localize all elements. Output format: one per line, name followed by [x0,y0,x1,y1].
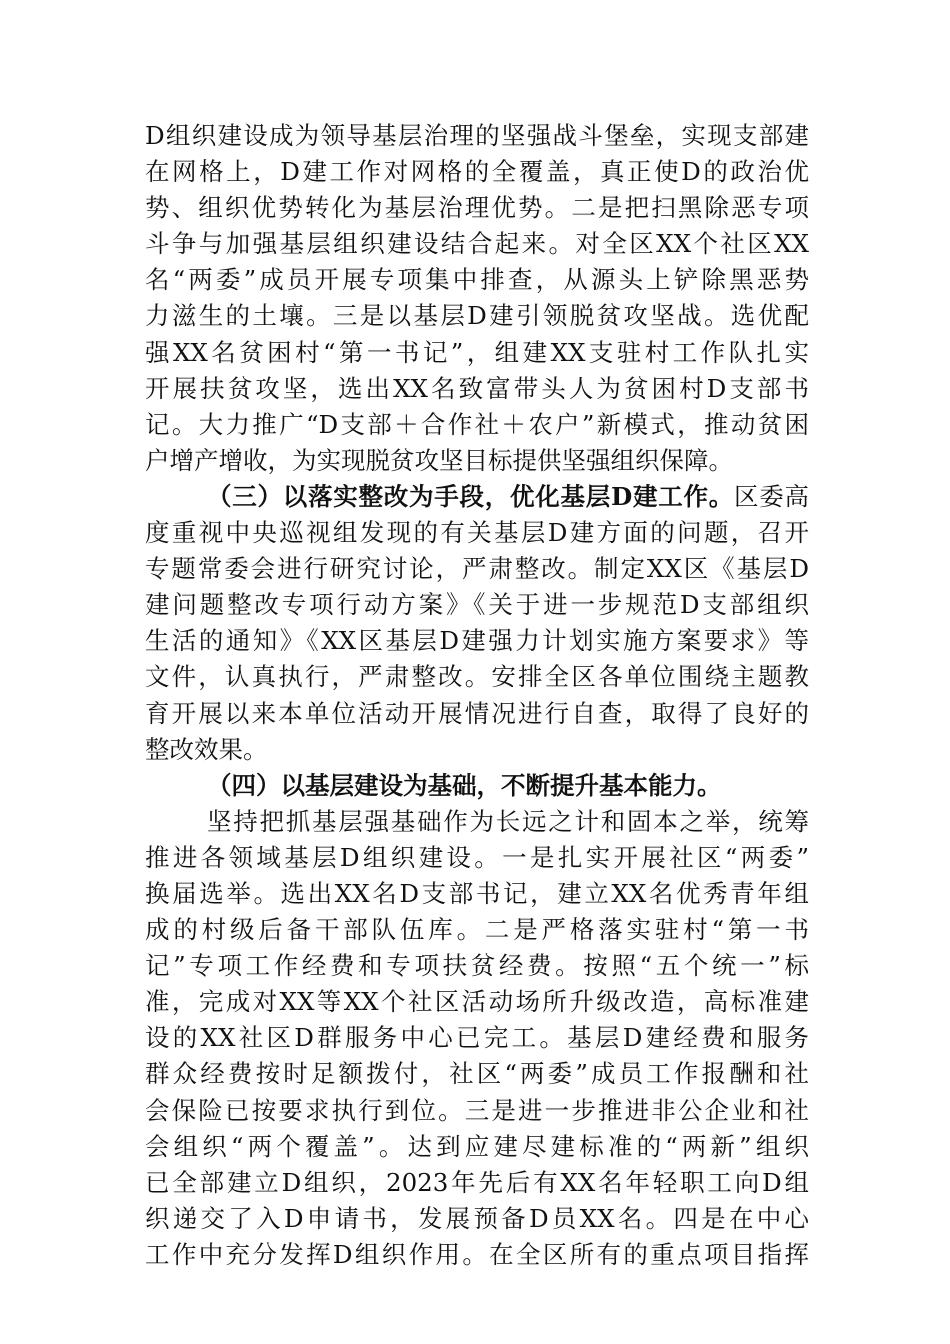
text-line [145,804,809,840]
text-line [145,335,809,371]
section-heading: （四）以基层建设为基础，不断提升基本能力。 [207,770,722,800]
text-fragment: 力滋生的土壤。三是以基层D建引领脱贫攻坚战。选优配 [145,301,809,331]
text-fragment: 会保险已按要求执行到位。三是进一步推进非公企业和社 [145,1095,809,1125]
text-fragment: 名“两委”成员开展专项集中排查，从源头上铲除黑恶势 [145,265,809,295]
text-line [145,912,809,948]
text-fragment: 生活的通知》《XX区基层D建强力计划实施方案要求》等 [145,626,809,656]
text-fragment: 记”专项工作经费和专项扶贫经费。按照“五个统一”标 [145,951,809,981]
text-line [145,1165,809,1201]
text-fragment: 斗争与加强基层组织建设结合起来。对全区XX个社区XX [145,229,809,259]
text-line [145,154,809,190]
text-line [145,840,809,876]
text-fragment: 织递交了入D申请书，发展预备D员XX名。四是在中心 [145,1203,809,1233]
text-fragment: 已全部建立D组织，2023年先后有XX名年轻职工向D组 [145,1167,809,1197]
text-line [145,696,809,732]
text-fragment: 区委高 [734,481,809,511]
text-line [145,371,809,407]
text-line [145,587,809,623]
text-line [145,443,809,479]
text-line [145,1056,809,1092]
text-line [145,1237,809,1273]
text-line [145,984,809,1020]
text-fragment: 记。大力推广“D支部＋合作社＋农户”新模式，推动贫困 [145,409,809,439]
text-line [145,551,809,587]
text-line [145,479,809,515]
text-fragment: 会组织“两个覆盖”。达到应建尽建标准的“两新”组织 [145,1131,809,1161]
text-fragment: D组织建设成为领导基层治理的坚强战斗堡垒，实现支部建 [145,121,809,150]
text-line [145,623,809,659]
text-fragment: 换届选举。选出XX名D支部书记，建立XX名优秀青年组 [145,878,809,908]
section-heading: （三）以落实整改为手段，优化基层D建工作。 [207,481,734,511]
text-line [145,948,809,984]
text-fragment: 开展扶贫攻坚，选出XX名致富带头人为贫困村D支部书 [145,373,809,403]
text-fragment: 户增产增收，为实现脱贫攻坚目标提供坚强组织保障。 [145,445,733,475]
text-fragment: 准，完成对XX等XX个社区活动场所升级改造，高标准建 [145,987,809,1017]
text-fragment: 度重视中央巡视组发现的有关基层D建方面的问题，召开 [145,518,809,548]
text-fragment: 工作中充分发挥D组织作用。在全区所有的重点项目指挥 [145,1239,809,1269]
text-line [145,1020,809,1056]
text-fragment: 整改效果。 [145,734,268,764]
text-line [145,768,809,804]
text-fragment: 推进各领域基层D组织建设。一是扎实开展社区“两委” [145,842,809,872]
text-line [145,515,809,551]
text-line [145,226,809,262]
text-line [145,659,809,695]
text-line [145,407,809,443]
text-fragment: 坚持把抓基层强基础作为长远之计和固本之举，统筹 [207,806,809,836]
text-fragment: 文件，认真执行，严肃整改。安排全区各单位围绕主题教 [145,662,809,692]
text-fragment: 成的村级后备干部队伍库。二是严格落实驻村“第一书 [145,915,809,945]
text-fragment: 设的XX社区D群服务中心已完工。基层D建经费和服务 [145,1023,809,1053]
text-fragment: 在网格上，D建工作对网格的全覆盖，真正使D的政治优 [145,157,809,187]
text-line [145,1129,809,1165]
text-line [145,1093,809,1129]
text-line [145,262,809,298]
text-line [145,118,809,154]
text-fragment: 强XX名贫困村“第一书记”，组建XX支驻村工作队扎实 [145,337,809,367]
text-fragment: 育开展以来本单位活动开展情况进行自查，取得了良好的 [145,698,809,728]
document-body-text [145,118,809,1273]
text-line [145,190,809,226]
text-fragment: 建问题整改专项行动方案》《关于进一步规范D支部组织 [145,590,809,620]
text-fragment: 专题常委会进行研究讨论，严肃整改。制定XX区《基层D [145,554,809,584]
text-line [145,1201,809,1237]
text-line [145,298,809,334]
text-fragment: 群众经费按时足额拨付，社区“两委”成员工作报酬和社 [145,1059,809,1089]
text-fragment: 势、组织优势转化为基层治理优势。二是把扫黑除恶专项 [145,193,809,223]
text-line [145,876,809,912]
text-line [145,732,809,768]
